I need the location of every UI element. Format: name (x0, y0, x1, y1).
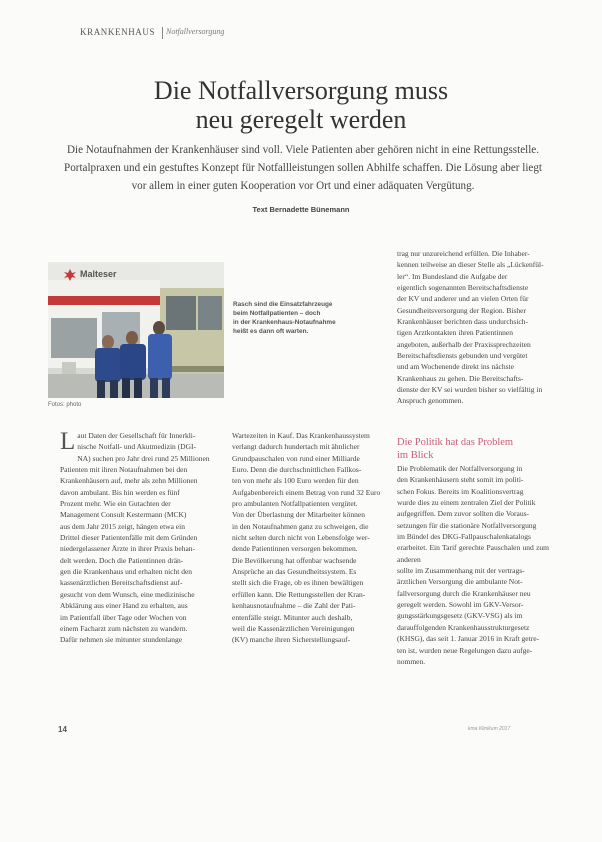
photo-caption (233, 300, 381, 336)
body-line: gesucht von dem Wunsch, eine medizinische (60, 589, 195, 599)
caption-line: Rasch sind die Einsatzfahrzeuge (233, 301, 333, 308)
body-line: aut Daten der Gesellschaft für Innerkli- (77, 431, 196, 440)
section-subheading (397, 436, 549, 462)
article-lead (60, 141, 546, 195)
body-line: angeboten, außerhalb der Praxissprechzeiten (397, 339, 531, 349)
running-header (0, 24, 602, 44)
body-line: setzungen für die stationäre Notfallversorgung (397, 520, 537, 530)
photo-credit: Fotos: photo (48, 402, 82, 408)
body-line: Grundpauschalen von rund einer Milliarde (232, 453, 360, 463)
body-line: Die Bevölkerung hat offenbar wachsende (232, 555, 357, 565)
magazine-footer: kma Klinikum 2017 (468, 726, 511, 732)
body-line: davon ambulant. Bis hin werden es fünf (60, 487, 180, 497)
caption-line: beim Notfallpatienten – doch (233, 310, 321, 317)
body-line: Aufgabenbereich einem Betrag von rund 32 Euro (232, 487, 381, 497)
body-line: Ansprüche an das Gesundheitssystem. Es (232, 567, 357, 577)
article-title (60, 76, 542, 134)
body-line: Abklärung aus einer Hand zu erhalten, aus (60, 601, 188, 611)
body-line: schen Fokus. Bereits im Koalitionsvertrag (397, 486, 524, 496)
body-column-middle (232, 430, 384, 646)
body-line: dienste der KV sei wurden bisher so vielfältig in (397, 385, 543, 395)
body-line: NA) suchen pro Jahr drei rund 25 Millionen (77, 453, 210, 463)
body-line: (KV) manche ihren Sicherstellungsauf- (232, 635, 351, 645)
body-line: Dafür nehmen sie mitunter stundenlange (60, 635, 183, 645)
body-line: und am Wochenende direkt ins nächste (397, 362, 514, 372)
body-line: niedergelassener Ärzte in ihrer Praxis behan- (60, 544, 196, 554)
body-line: aus dem Jahr 2015 zeigt, hängen etwa ein (60, 521, 185, 531)
body-line: im Patientfall über Tage oder Wochen von (60, 612, 187, 622)
body-line: delt werden. Doch die Patientinnen drän- (60, 555, 184, 565)
body-line: gen die Krankenhaus und erhalten nicht den (60, 567, 193, 577)
body-line: Anspruch genommen. (397, 396, 464, 406)
page-number: 14 (58, 725, 67, 734)
lead-line: vor allem in einer guten Kooperation vor Ort und einer adäquaten Vergütung. (131, 180, 475, 192)
body-line: Wartezeiten in Kauf. Das Krankenhaussystem (232, 431, 370, 440)
subheading-line: im Blick (397, 450, 434, 461)
body-line: ler“. Im Bundesland die Aufgabe der (397, 271, 508, 281)
body-line: Management Consult Kestermann (MCK) (60, 510, 187, 520)
body-line: der KV und anderer und an vielen Orten für (397, 294, 529, 304)
body-line: Euro. Denn die durchschnittlichen Fallkos- (232, 465, 362, 475)
body-line: ten ist, wurden neue Regelungen dazu aufge- (397, 645, 533, 655)
body-line: darauffolgenden Krankenhausstrukturgesetz (397, 622, 530, 632)
body-line: erfüllen kann. Die Rettungsstellen der Kran- (232, 589, 366, 599)
byline: Text Bernadette Bünemann (252, 205, 350, 214)
subheading-line: Die Politik hat das Problem (397, 437, 514, 448)
section-subrubric: Notfallversorgung (166, 27, 225, 36)
body-column-right-bottom (397, 463, 549, 667)
photo-illustration (48, 262, 224, 398)
body-line: (KHSG), das seit 1. Januar 2016 in Kraft getre- (397, 634, 540, 644)
body-line: tigen Arztkontakten ihren Patientinnen (397, 328, 514, 338)
body-line: Von der Überlastung der Mitarbeiter können (232, 510, 365, 520)
body-line: ten von mehr als 100 Euro werden für den (232, 476, 359, 486)
body-line: Drittel dieser Patientenfälle mit dem Gründen (60, 533, 198, 543)
drop-cap: L (60, 428, 76, 455)
body-line: Krankenhäuser berichten dass undurchsich- (397, 317, 528, 327)
body-line: Prozent mehr. Wie ein Gutachten der (60, 499, 171, 509)
body-line: fallversorgung durch die Krankenhäuser neu (397, 588, 531, 598)
body-line: nische Notfall- und Akutmedizin (DGI- (77, 442, 197, 452)
body-line: trag nur unzureichend erfüllen. Die Inhaber- (397, 249, 530, 258)
lead-line: Die Notaufnahmen der Krankenhäuser sind voll. Viele Patienten aber gehören nicht in eine Rettungsstelle. (66, 144, 539, 156)
article-photo (48, 262, 224, 398)
body-line: kassenärztlichen Bereitschaftsdienst auf- (60, 578, 183, 588)
body-line: in den Notaufnahmen ganz zu schweigen, die (232, 521, 369, 531)
body-line: entenfälle steigt. Mitunter auch deshalb, (232, 612, 353, 622)
caption-line: in der Krankenhaus-Notaufnahme (233, 319, 336, 326)
body-line: Bereitschaftsdiensts gebunden und vergütet (397, 351, 528, 361)
body-line: nommen. (397, 656, 426, 666)
body-line: den Krankenhäusern steht somit im politi- (397, 475, 524, 485)
caption-line: heißt es dann oft warten. (233, 328, 309, 335)
body-line: sollte im Zusammenhang mit der vertrags- (397, 566, 525, 576)
body-line: verlangt dadurch hundertach mit ähnlicher (232, 442, 360, 452)
body-column-right-top (397, 248, 549, 407)
body-line: gungsstärkungsgesetz (GKV-VSG) als im (397, 611, 523, 621)
body-line: erarbeitet. Ein Tarif gerechte Pauschalen und zum anderen (397, 543, 549, 564)
header-divider (162, 27, 163, 39)
body-line: ärztlichen Versorgung die ambulante Not- (397, 577, 523, 587)
body-line: kenhausnotaufnahme – die Zahl der Pati- (232, 601, 356, 611)
lead-line: Portalpraxen und ein gestuftes Konzept für Notfallleistungen sollen Abhilfe schaffen. Die Lösung aber liegt (64, 162, 542, 174)
section-rubric: KRANKENHAUS (80, 27, 156, 37)
body-column-left (60, 430, 210, 646)
body-line: pro ambulanten Notfallpatienten vergütet. (232, 499, 358, 509)
body-line: wurde dies zu einem zentralen Ziel der Politik (397, 498, 536, 508)
body-line: geregelt werden. Sowohl im GKV-Versor- (397, 600, 524, 610)
body-line: Krankenhäusern auf, mehr als zehn Millionen (60, 476, 198, 486)
body-line: im Bündel des DKG-Fallpauschalenkatalogs (397, 532, 531, 542)
body-line: einem Facharzt zum nächsten zu wandern. (60, 623, 188, 633)
title-line: neu geregelt werden (195, 105, 407, 134)
body-line: stellt sich die Frage, ob es ihnen bewältigen (232, 578, 364, 588)
ambulance-sign-text: Malteser (80, 269, 117, 279)
body-line: Patienten mit ihren Notaufnahmen bei den (60, 465, 188, 475)
body-line: Die Problematik der Notfallversorgung in (397, 464, 523, 473)
body-line: eigentlich sogenannten Bereitschaftsdienste (397, 283, 529, 293)
body-line: dende Patientinnen versorgen bekommen. (232, 544, 358, 554)
body-line: kennen teilweise an dieser Stelle als „Lückenfül- (397, 260, 544, 270)
title-line: Die Notfallversorgung muss (153, 76, 449, 105)
body-line: Krankenhaus zu gehen. Die Bereitschafts- (397, 373, 524, 383)
body-line: Gesundheitsversorgung der Region. Bisher (397, 305, 527, 315)
body-line: aufgegriffen. Dem zuvor sollten die Voraus- (397, 509, 530, 519)
body-line: nicht selten durch nicht von Lebensfolge wer- (232, 533, 370, 543)
body-line: weil die Kassenärztlichen Vereinigungen (232, 623, 355, 633)
